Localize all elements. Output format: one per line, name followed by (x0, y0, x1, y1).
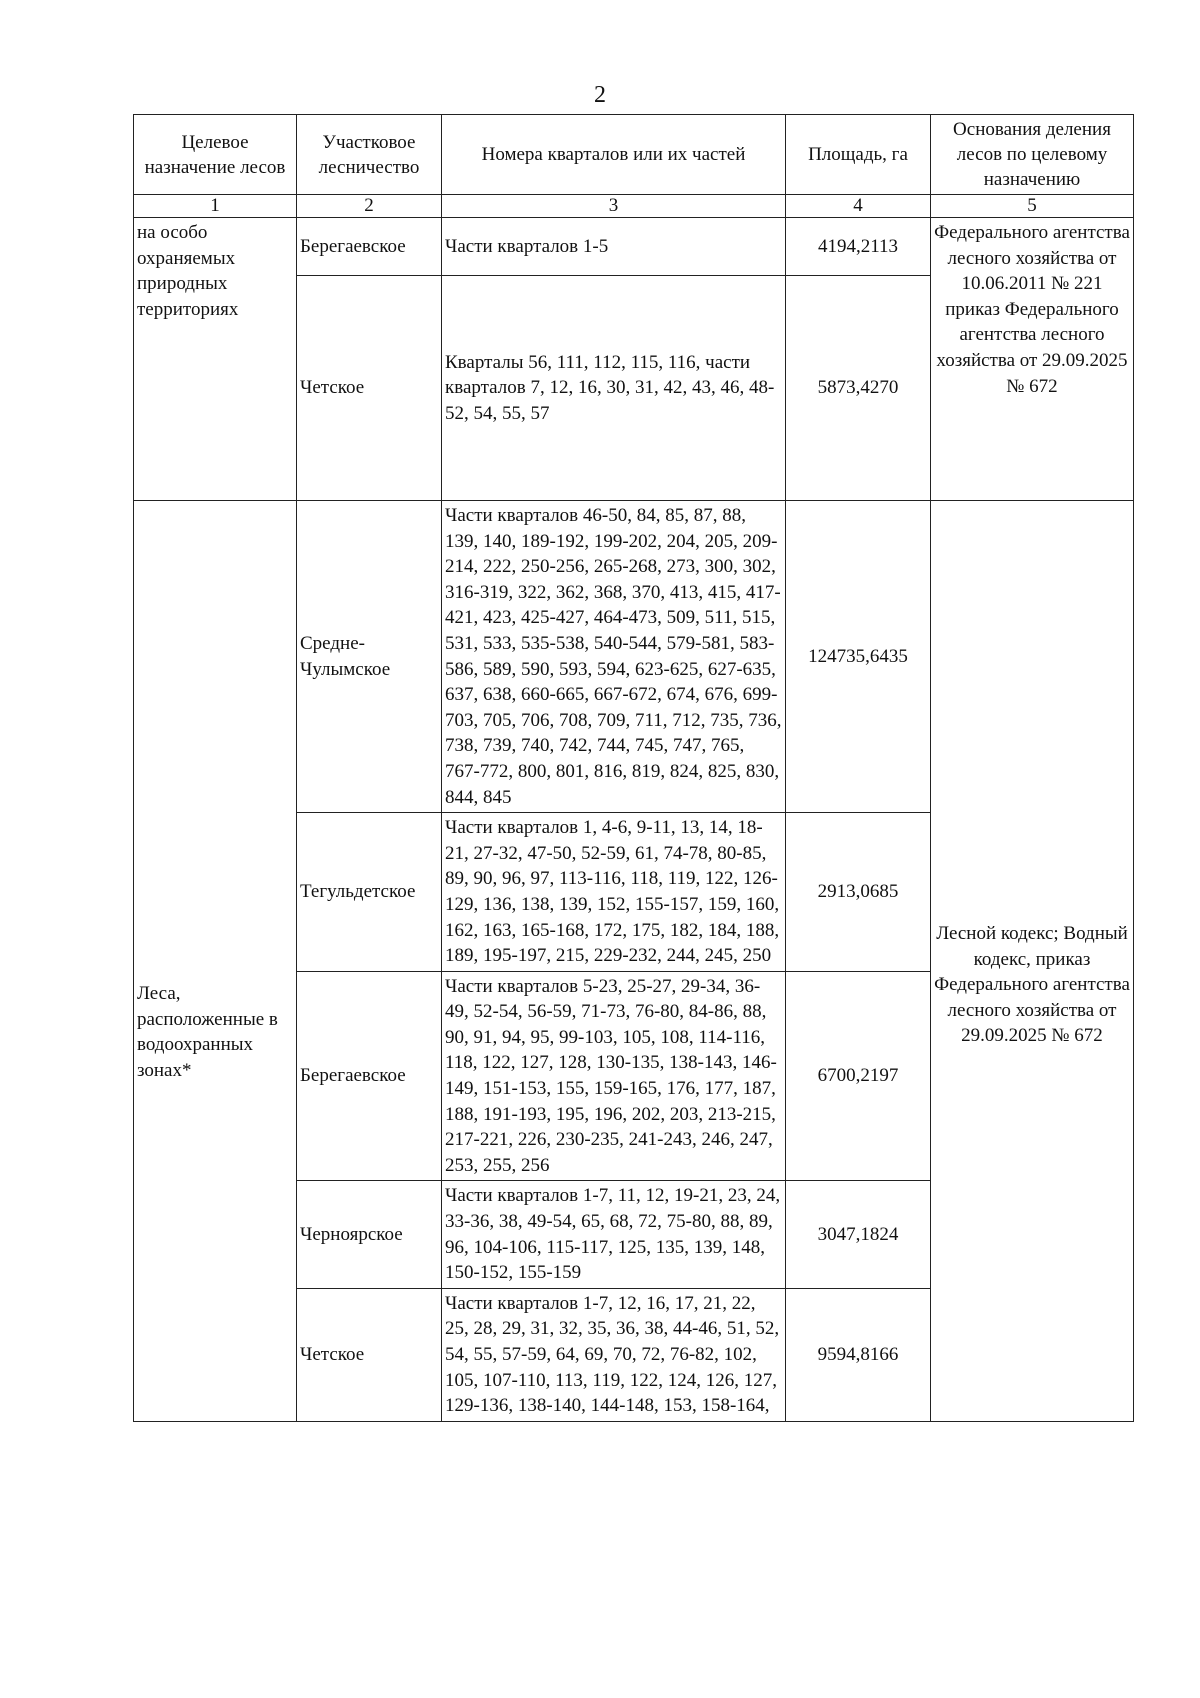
area-cell: 9594,8166 (786, 1288, 931, 1421)
header-forestry: Участковое лесничество (297, 115, 442, 195)
forestry-cell: Четское (297, 1288, 442, 1421)
area-cell: 3047,1824 (786, 1181, 931, 1288)
column-number: 1 (134, 195, 297, 218)
basis-cell: Федерального агентства лесного хозяйства от 10.06.2011 № 221 приказ Федерального агентства лесного хозяйства от 29.09.2025 № 672 (931, 218, 1134, 501)
forestry-cell: Четское (297, 276, 442, 501)
header-quarters: Номера кварталов или их частей (442, 115, 786, 195)
purpose-cell (134, 218, 297, 501)
quarters-cell: Части кварталов 1-5 (442, 218, 786, 276)
page-number: 2 (594, 82, 606, 108)
header-basis: Основания деления лесов по целевому назначению (931, 115, 1134, 195)
forestry-cell: Берегаевское (297, 971, 442, 1181)
column-number: 4 (786, 195, 931, 218)
area-cell: 2913,0685 (786, 813, 931, 972)
forest-purpose-table (133, 114, 1134, 1422)
column-number: 3 (442, 195, 786, 218)
basis-cell: Лесной кодекс; Водный кодекс, приказ Федерального агентства лесного хозяйства от 29.09.2025 № 672 (931, 501, 1134, 1422)
header-purpose: Целевое назначение лесов (134, 115, 297, 195)
area-cell: 5873,4270 (786, 276, 931, 501)
quarters-cell: Части кварталов 1, 4-6, 9-11, 13, 14, 18-21, 27-32, 47-50, 52-59, 61, 74-78, 80-85, 89, 90, 96, 97, 113-116, 118, 119, 122, 126-129, 136, 138, 139, 152, 155-157, 159, 160, 162, 163, 165-168, 172, 175, 182, 184, 188, 189, 195-197, 215, 229-232, 244, 245, 250 (442, 813, 786, 972)
forestry-cell: Берегаевское (297, 218, 442, 276)
header-row (134, 115, 1134, 195)
table-row (134, 218, 1134, 276)
area-cell: 124735,6435 (786, 501, 931, 813)
table-row (134, 501, 1134, 813)
quarters-cell: Части кварталов 5-23, 25-27, 29-34, 36-49, 52-54, 56-59, 71-73, 76-80, 84-86, 88, 90, 91, 94, 95, 99-103, 105, 108, 114-116, 118, 122, 127, 128, 130-135, 138-143, 146-149, 151-153, 155, 159-165, 176, 177, 187, 188, 191-193, 195, 196, 202, 203, 213-215, 217-221, 226, 230-235, 241-243, 246, 247, 253, 255, 256 (442, 971, 786, 1181)
column-number: 2 (297, 195, 442, 218)
purpose-cell: Леса, расположенные в водоохранных зонах* (134, 501, 297, 1422)
forestry-cell: Черноярское (297, 1181, 442, 1288)
column-number: 5 (931, 195, 1134, 218)
column-number-row (134, 195, 1134, 218)
area-cell: 4194,2113 (786, 218, 931, 276)
purpose-text: на особо охраняемых природных территориях (137, 222, 239, 320)
quarters-cell: Части кварталов 1-7, 11, 12, 19-21, 23, 24, 33-36, 38, 49-54, 65, 68, 72, 75-80, 88, 89, 96, 104-106, 115-117, 125, 135, 139, 148, 150-152, 155-159 (442, 1181, 786, 1288)
quarters-cell: Части кварталов 1-7, 12, 16, 17, 21, 22, 25, 28, 29, 31, 32, 35, 36, 38, 44-46, 51, 52, 54, 55, 57-59, 64, 69, 70, 72, 76-82, 102, 105, 107-110, 113, 119, 122, 124, 126, 127, 129-136, 138-140, 144-148, 153, 158-164, (442, 1288, 786, 1421)
header-area: Площадь, га (786, 115, 931, 195)
forestry-cell: Средне-Чулымское (297, 501, 442, 813)
quarters-cell: Кварталы 56, 111, 112, 115, 116, части кварталов 7, 12, 16, 30, 31, 42, 43, 46, 48-52, 54, 55, 57 (442, 276, 786, 501)
quarters-cell: Части кварталов 46-50, 84, 85, 87, 88, 139, 140, 189-192, 199-202, 204, 205, 209-214, 222, 250-256, 265-268, 273, 300, 302, 316-319, 322, 362, 368, 370, 413, 415, 417-421, 423, 425-427, 464-473, 509, 511, 515, 531, 533, 535-538, 540-544, 579-581, 583-586, 589, 590, 593, 594, 623-625, 627-635, 637, 638, 660-665, 667-672, 674, 676, 699-703, 705, 706, 708, 709, 711, 712, 735, 736, 738, 739, 740, 742, 744, 745, 747, 765, 767-772, 800, 801, 816, 819, 824, 825, 830, 844, 845 (442, 501, 786, 813)
forestry-cell: Тегульдетское (297, 813, 442, 972)
area-cell: 6700,2197 (786, 971, 931, 1181)
